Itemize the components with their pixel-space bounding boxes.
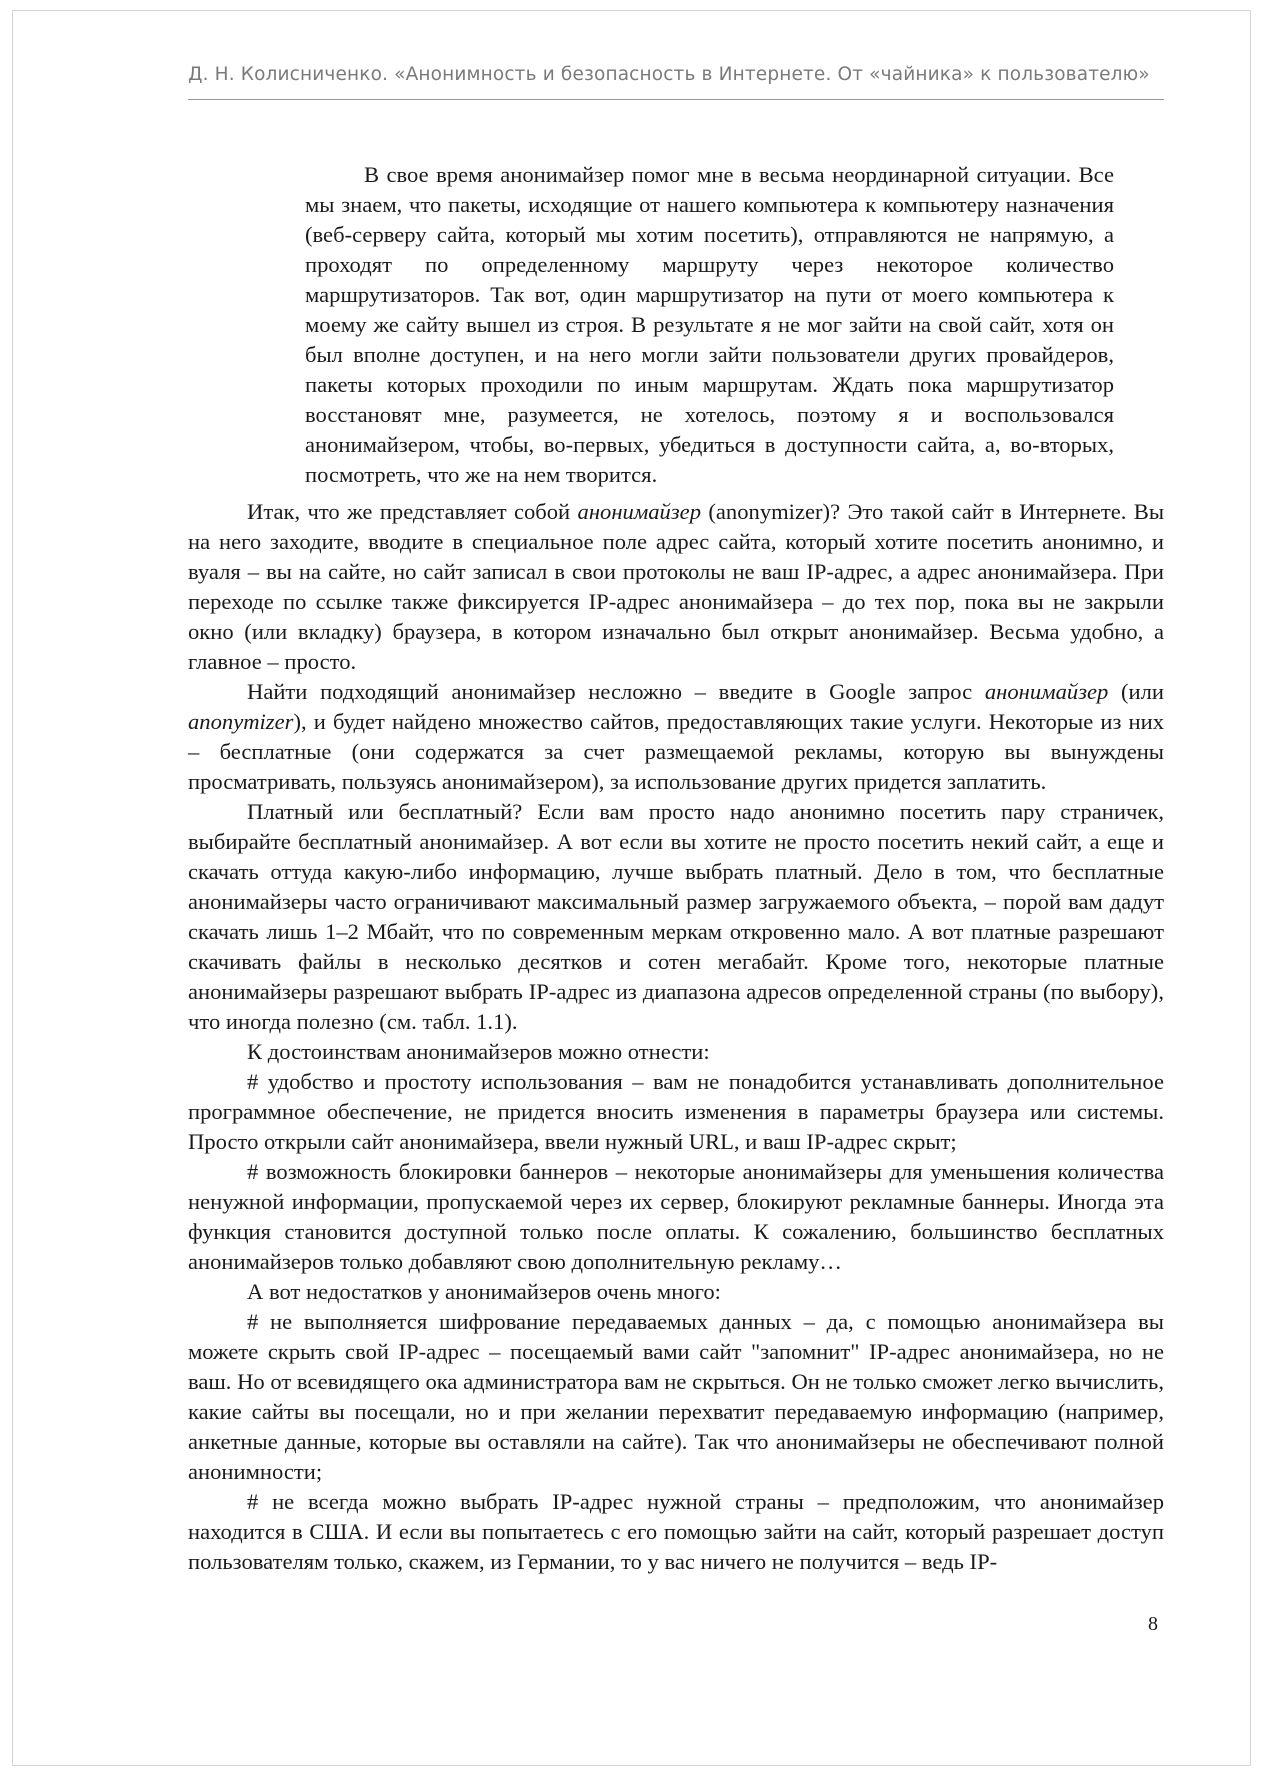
paragraph-1-text-a: Итак, что же представляет собой [247, 499, 578, 524]
term-anonymizer: анонимайзер [577, 499, 701, 524]
paragraph-2-text-a: Найти подходящий анонимайзер несложно – введите в Google запрос [247, 679, 985, 704]
paragraph-1 [188, 497, 1164, 677]
paragraph-3: Платный или бесплатный? Если вам просто надо анонимно посетить пару страничек, выбирайте бесплатный анонимайзер. А вот если вы хотите не просто посетить некий сайт, а еще и скачать оттуда какую-либо информацию, лучше выбрать платный. Дело в том, что бесплатные анонимайзеры часто ограничивают максимальный размер загружаемого объекта, – порой вам дадут скачать лишь 1–2 Мбайт, что по современным меркам откровенно мало. А вот платные разрешают скачивать файлы в несколько десятков и сотен мегабайт. Кроме того, некоторые платные анонимайзеры разрешают выбрать IP-адрес из диапазона адресов определенной страны (по выбору), что иногда полезно (см. табл. 1.1). [188, 799, 1164, 1034]
paragraph-2-text-b: (или [1108, 679, 1164, 704]
term-anonymizer-ru: анонимайзер [984, 679, 1109, 704]
quote-paragraph: В свое время анонимайзер помог мне в весьма неординарной ситуации. Все мы знаем, что пакеты, исходящие от нашего компьютера к компьютеру назначения (веб-серверу сайта, который мы хотим посетить), отправляются не напрямую, а проходят по определенному маршруту через некоторое количество маршрутизаторов. Так вот, один маршрутизатор на пути от моего компьютера к моему же сайту вышел из строя. В результате я не мог зайти на свой сайт, хотя он был вполне доступен, и на него могли зайти пользователи других провайдеров, пакеты которых проходили по иным маршрутам. Ждать пока маршрутизатор восстановят мне, разумеется, не хотелось, поэтому я и воспользовался анонимайзером, чтобы, во-первых, убедиться в доступности сайта, а, во-вторых, посмотреть, что же на нем творится. [305, 162, 1114, 487]
body-text [188, 497, 1164, 1577]
list-item-advantage-1: # удобство и простоту использования – вам не понадобится устанавливать дополнительное программное обеспечение, не придется вносить изменения в параметры браузера или системы. Просто открыли сайт анонимайзера, ввели нужный URL, и ваш IP-адрес скрыт; [188, 1069, 1164, 1154]
paragraph-1-text-b: (anonymizer)? Это такой сайт в Интернете. Вы на него заходите, вводите в специальное поле адрес сайта, который хотите посетить анонимно, и вуаля – вы на сайте, но сайт записал в свои протоколы не ваш IP-адрес, а адрес анонимайзера. При переходе по ссылке также фиксируется IP-адрес анонимайзера – до тех пор, пока вы не закрыли окно (или вкладку) браузера, в котором изначально был открыт анонимайзер. Весьма удобно, а главное – просто. [188, 499, 1165, 674]
page-number: 8 [1148, 1613, 1158, 1635]
paragraph-2 [188, 677, 1164, 797]
list-item-advantage-2: # возможность блокировки баннеров – некоторые анонимайзеры для уменьшения количества ненужной информации, пропускаемой через их сервер, блокируют рекламные баннеры. Иногда эта функция становится доступной только после оплаты. К сожалению, большинство бесплатных анонимайзеров только добавляют свою дополнительную рекламу… [188, 1159, 1164, 1274]
paragraph-2-text-c: ), и будет найдено множество сайтов, предоставляющих такие услуги. Некоторые из них – бесплатные (они содержатся за счет размещаемой рекламы, которую вы вынуждены просматривать, пользуясь анонимайзером), за использование других придется заплатить. [188, 709, 1164, 794]
running-header: Д. Н. Колисниченко. «Анонимность и безопасность в Интернете. От «чайника» к пользователю» [188, 64, 1150, 85]
quote-block [305, 160, 1114, 490]
term-anonymizer-en: anonymizer [188, 709, 294, 734]
header-divider [188, 99, 1164, 100]
paragraph-4: К достоинствам анонимайзеров можно отнести: [247, 1039, 710, 1064]
paragraph-5: А вот недостатков у анонимайзеров очень много: [247, 1279, 721, 1304]
list-item-disadvantage-2: # не всегда можно выбрать IP-адрес нужной страны – предположим, что анонимайзер находится в США. И если вы попытаетесь с его помощью зайти на сайт, который разрешает доступ пользователям только, скажем, из Германии, то у вас ничего не получится – ведь IP- [188, 1489, 1164, 1574]
list-item-disadvantage-1: # не выполняется шифрование передаваемых данных – да, с помощью анонимайзера вы можете скрыть свой IP-адрес – посещаемый вами сайт "запомнит" IP-адрес анонимайзера, но не ваш. Но от всевидящего ока администратора вам не скрыться. Он не только сможет легко вычислить, какие сайты вы посещали, но и при желании перехватит передаваемую информацию (например, анкетные данные, которые вы оставляли на сайте). Так что анонимайзеры не обеспечивают полной анонимности; [188, 1309, 1164, 1484]
